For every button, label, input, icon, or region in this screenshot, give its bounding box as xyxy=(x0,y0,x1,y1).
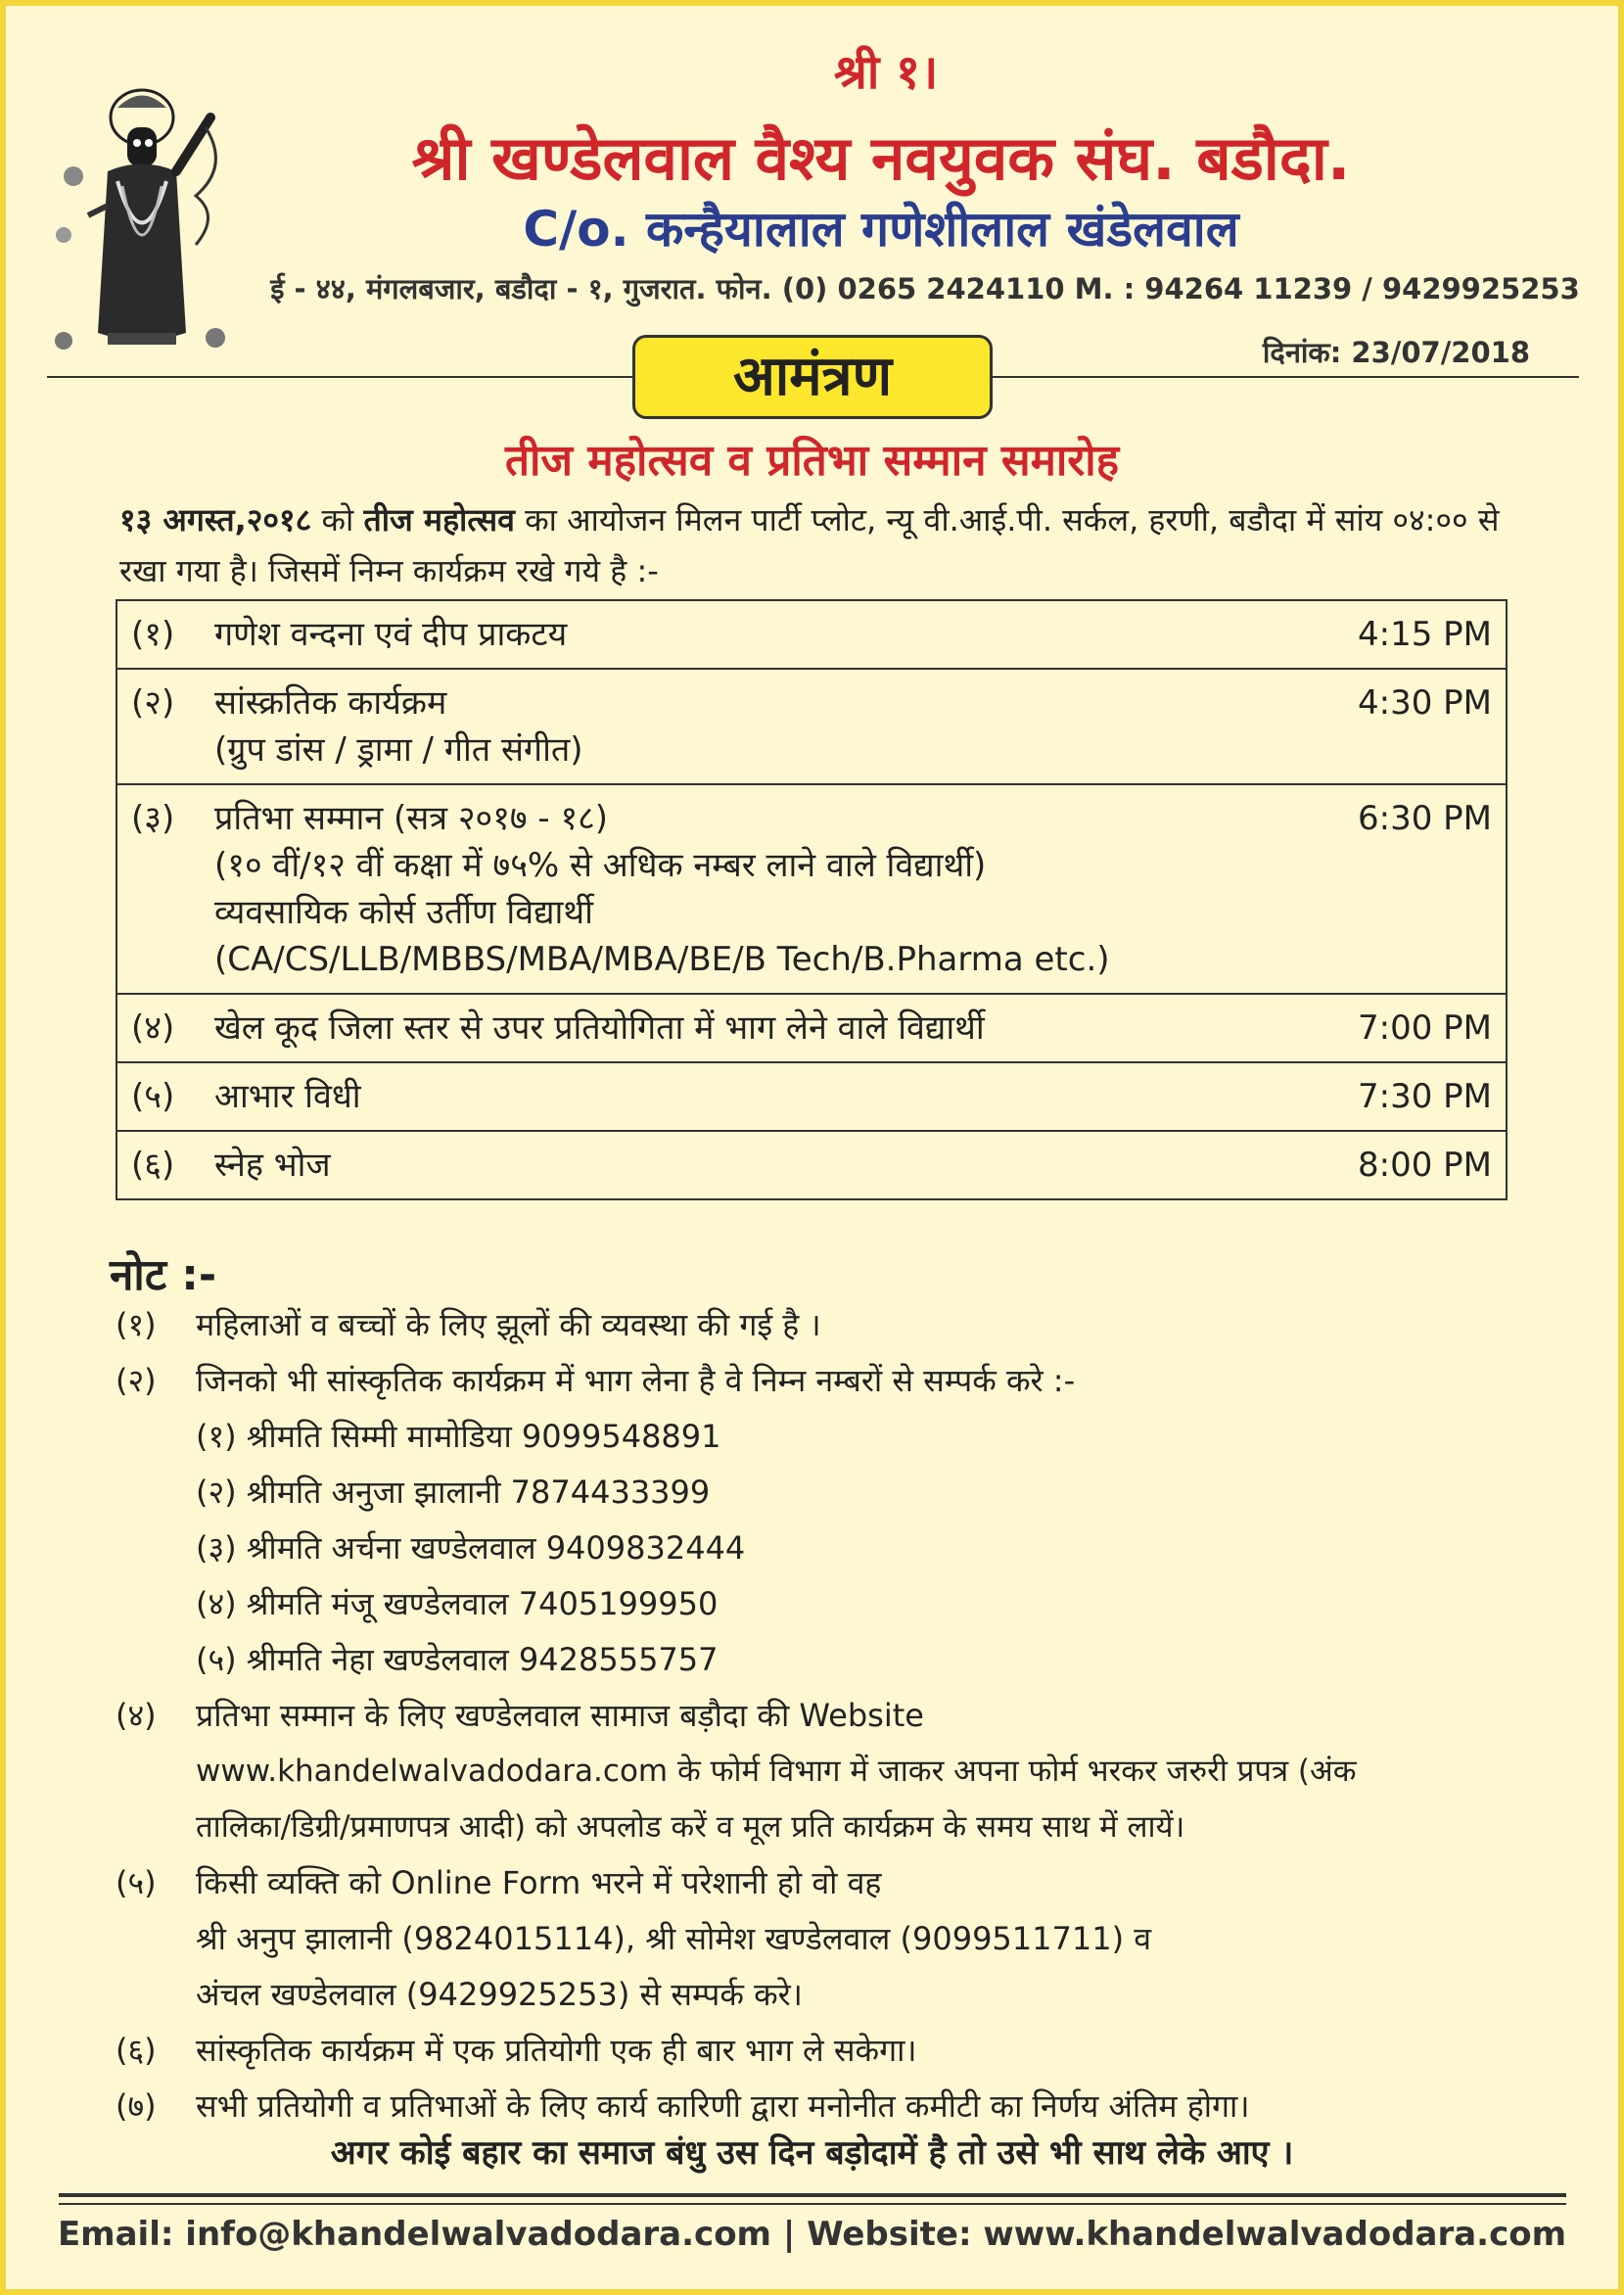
item-subtext: (CA/CS/LLB/MBBS/MBA/MBA/BE/B Tech/B.Pharma etc.) xyxy=(214,940,1110,979)
care-of-line: C/o. कन्हैयालाल गणेशीलाल खंडेलवाल xyxy=(523,201,1239,258)
note-number: (६) xyxy=(116,2032,157,2069)
item-number: (४) xyxy=(131,1008,175,1048)
note-item xyxy=(116,1353,1564,1409)
note-text: श्री अनुप झालानी (9824015114), श्री सोमेश खण्डेलवाल (9099511711) व xyxy=(196,1920,1152,1957)
note-text: सभी प्रतियोगी व प्रतिभाओं के लिए कार्य कारिणी द्वारा मनोनीत कमीटी का निर्णय अंतिम होगा। xyxy=(196,2087,1250,2125)
note-item xyxy=(116,1855,1564,2023)
contact-item: (३) श्रीमति अर्चना खण्डेलवाल 9409832444 xyxy=(196,1529,746,1567)
festival-name: तीज महोत्सव xyxy=(363,501,515,539)
table-row xyxy=(116,994,1507,1062)
organization-name: श्री खण्डेलवाल वैश्य नवयुवक संघ. बडौदा. xyxy=(411,122,1351,194)
table-row xyxy=(116,1062,1507,1131)
contact-list xyxy=(116,1409,1564,1688)
item-number: (३) xyxy=(131,799,175,838)
item-subtext: (१० वीं/१२ वीं कक्षा में ७५% से अधिक नम्बर लाने वाले विद्यार्थी) xyxy=(214,846,987,885)
item-text: खेल कूद जिला स्तर से उपर प्रतियोगिता में भाग लेने वाले विद्यार्थी xyxy=(214,1008,985,1048)
schedule-time: 8:00 PM xyxy=(1282,1131,1507,1199)
footer-divider xyxy=(59,2193,1566,2197)
schedule-time: 7:00 PM xyxy=(1282,994,1507,1062)
note-item xyxy=(116,2023,1564,2079)
note-text: महिलाओं व बच्चों के लिए झूलों की व्यवस्था की गई है । xyxy=(196,1306,821,1343)
note-text: किसी व्यक्ति को Online Form भरने में परेशानी हो वो वह xyxy=(196,1864,882,1901)
table-row xyxy=(116,669,1507,784)
note-text: जिनको भी सांस्कृतिक कार्यक्रम में भाग लेना है वे निम्न नम्बरों से सम्पर्क करे :- xyxy=(196,1362,1076,1399)
note-text: www.khandelwalvadodara.com के फोर्म विभाग में जाकर अपना फोर्म भरकर जरुरी प्रपत्र (अंक xyxy=(196,1754,1357,1789)
table-row xyxy=(116,600,1507,669)
note-text: प्रतिभा सम्मान के लिए खण्डेलवाल सामाज बड़ौदा की Website xyxy=(196,1697,924,1734)
schedule-time: 4:30 PM xyxy=(1282,669,1507,784)
item-text: स्नेह भोज xyxy=(214,1146,331,1185)
schedule-time: 4:15 PM xyxy=(1282,600,1507,669)
note-item xyxy=(116,2079,1564,2134)
notes-list xyxy=(116,1297,1564,2134)
contact-item: (२) श्रीमति अनुजा झालानी 7874433399 xyxy=(196,1474,711,1511)
note-item xyxy=(116,1297,1564,1353)
item-number: (१) xyxy=(131,615,175,654)
note-number: (४) xyxy=(116,1697,157,1734)
contact-item: (५) श्रीमति नेहा खण्डेलवाल 9428555757 xyxy=(196,1641,719,1678)
contact-item: (४) श्रीमति मंजू खण्डेलवाल 7405199950 xyxy=(196,1585,719,1622)
footer-divider xyxy=(59,2203,1566,2205)
note-number: (७) xyxy=(116,2087,157,2125)
schedule-item xyxy=(116,600,1282,669)
schedule-item xyxy=(116,1062,1282,1131)
item-subtext: व्यवसायिक कोर्स उर्तीण विद्यार्थी xyxy=(214,893,593,932)
note-number: (५) xyxy=(116,1864,157,1901)
intro-rest: का आयोजन मिलन पार्टी प्लोट, न्यू वी.आई.पी. सर्कल, हरणी, बडौदा में सांय ०४:०० से रखा गया है। जिसमें निम्न कार्यक्रम रखे गये है :- xyxy=(119,501,1500,589)
schedule-item xyxy=(116,669,1282,784)
item-number: (२) xyxy=(131,683,175,723)
event-title: तीज महोत्सव व प्रतिभा सम्मान समारोह xyxy=(504,436,1120,486)
table-row xyxy=(116,784,1507,994)
note-number: (१) xyxy=(116,1306,157,1343)
contact-item: (१) श्रीमति सिम्मी मामोडिया 9099548891 xyxy=(196,1418,721,1455)
item-text: गणेश वन्दना एवं दीप प्राकटय xyxy=(214,615,568,654)
item-subtext: (ग्रुप डांस / ड्रामा / गीत संगीत) xyxy=(214,730,583,770)
note-item xyxy=(116,1688,1564,1855)
intro-connector: को xyxy=(311,501,364,539)
schedule-item xyxy=(116,784,1282,994)
invitation-label: आमंत्रण xyxy=(632,335,993,419)
note-text: अंचल खण्डेलवाल (9429925253) से सम्पर्क करे। xyxy=(196,1976,803,2013)
note-text: सांस्कृतिक कार्यक्रम में एक प्रतियोगी एक ही बार भाग ले सकेगा। xyxy=(196,2032,917,2069)
notes-heading: नोट :- xyxy=(110,1250,217,1300)
table-row xyxy=(116,1131,1507,1199)
contact-footer: Email: info@khandelwalvadodara.com | Website: www.khandelwalvadodara.com xyxy=(57,2215,1567,2254)
item-text: प्रतिभा सम्मान (सत्र २०१७ - १८) xyxy=(214,799,609,838)
schedule-time: 6:30 PM xyxy=(1282,784,1507,994)
schedule-table xyxy=(116,599,1508,1200)
note-number: (२) xyxy=(116,1362,157,1399)
item-number: (६) xyxy=(131,1146,175,1185)
footer-appeal: अगर कोई बहार का समाज बंधु उस दिन बड़ोदामें है तो उसे भी साथ लेके आए । xyxy=(330,2133,1294,2173)
item-text: सांस्क्रतिक कार्यक्रम xyxy=(214,683,447,723)
item-number: (५) xyxy=(131,1077,175,1116)
schedule-time: 7:30 PM xyxy=(1282,1062,1507,1131)
schedule-item xyxy=(116,1131,1282,1199)
item-text: आभार विधी xyxy=(214,1077,361,1116)
event-date: १३ अगस्त,२०१८ xyxy=(119,501,312,539)
intro-paragraph xyxy=(119,494,1539,596)
note-text: तालिका/डिग्री/प्रमाणपत्र आदी) को अपलोड करें व मूल प्रति कार्यक्रम के समय साथ में लायें। xyxy=(196,1809,1185,1845)
invitation-date: दिनांक: 23/07/2018 xyxy=(1262,336,1530,369)
shri-header: श्री १। xyxy=(833,45,939,100)
schedule-item xyxy=(116,994,1282,1062)
address-line: ई - ४४, मंगलबजार, बडौदा - १, गुजरात. फोन. (0) 0265 2424110 M. : 94264 11239 / 9429925253 xyxy=(270,272,1580,305)
